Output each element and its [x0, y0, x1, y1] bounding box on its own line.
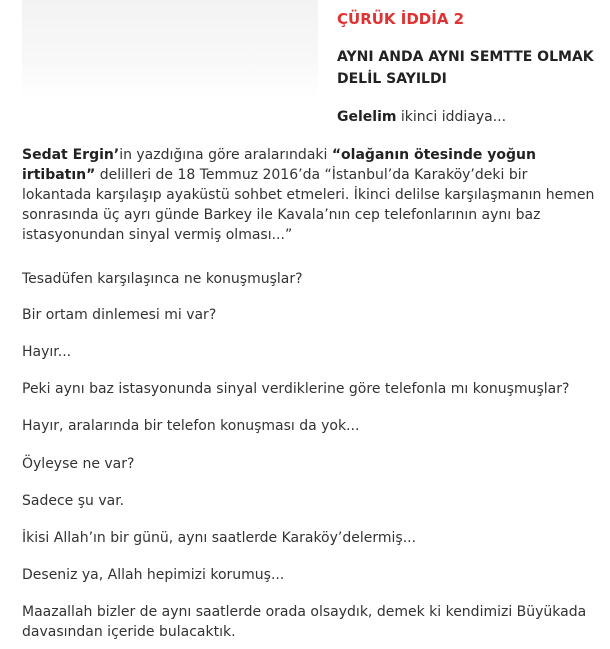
side-lead-paragraph [337, 107, 506, 127]
paragraph: Öyleyse ne var? [22, 456, 135, 472]
paragraph: İkisi Allah’ın bir günü, aynı saatlerde Karaköy’delermiş... [22, 530, 417, 546]
paragraph: Hayır, aralarında bir telefon konuşması da yok... [22, 418, 360, 434]
paragraph: Deseniz ya, Allah hepimizi korumuş... [22, 567, 285, 583]
paragraph: Bir ortam dinlemesi mi var? [22, 307, 217, 323]
paragraph: Peki aynı baz istasyonunda sinyal verdiklerine göre telefonla mı konuşmuşlar? [22, 381, 570, 397]
side-lead-bold: Gelelim [337, 109, 397, 125]
intro-quote: “olağanın ötesinde yoğun irtibatın” [22, 147, 536, 183]
intro-text-1: in yazdığına göre aralarındaki [119, 147, 332, 163]
paragraph: Maazallah bizler de aynı saatlerde orada olsaydık, demek ki kendimizi Büyükada davasından içeride bulacaktık. [22, 604, 587, 640]
side-subheading: AYNI ANDA AYNI SEMTTE OLMAK DELİL SAYILDI [337, 49, 594, 87]
author-name: Sedat Ergin’ [22, 147, 120, 163]
article-image [22, 0, 318, 98]
paragraph: Sadece şu var. [22, 493, 125, 509]
intro-paragraph [22, 145, 600, 245]
intro-text-2: delilleri de 18 Temmuz 2016’da “İstanbul’da Karaköy’deki bir lokantada karşılaşıp ayaküstü sohbet etmeleri. İkinci delilse karşılaşmanın hemen sonrasında üç ayrı günde Barkey ile Kavala’nın cep telefonlarının aynı baz istasyonundan sinyal vermiş olması...” [22, 167, 595, 243]
paragraph: Tesadüfen karşılaşınca ne konuşmuşlar? [22, 271, 303, 287]
paragraph: Hayır... [22, 344, 72, 360]
side-lead-text: ikinci iddiaya... [396, 109, 507, 125]
side-heading: ÇÜRÜK İDDİA 2 [337, 10, 465, 28]
